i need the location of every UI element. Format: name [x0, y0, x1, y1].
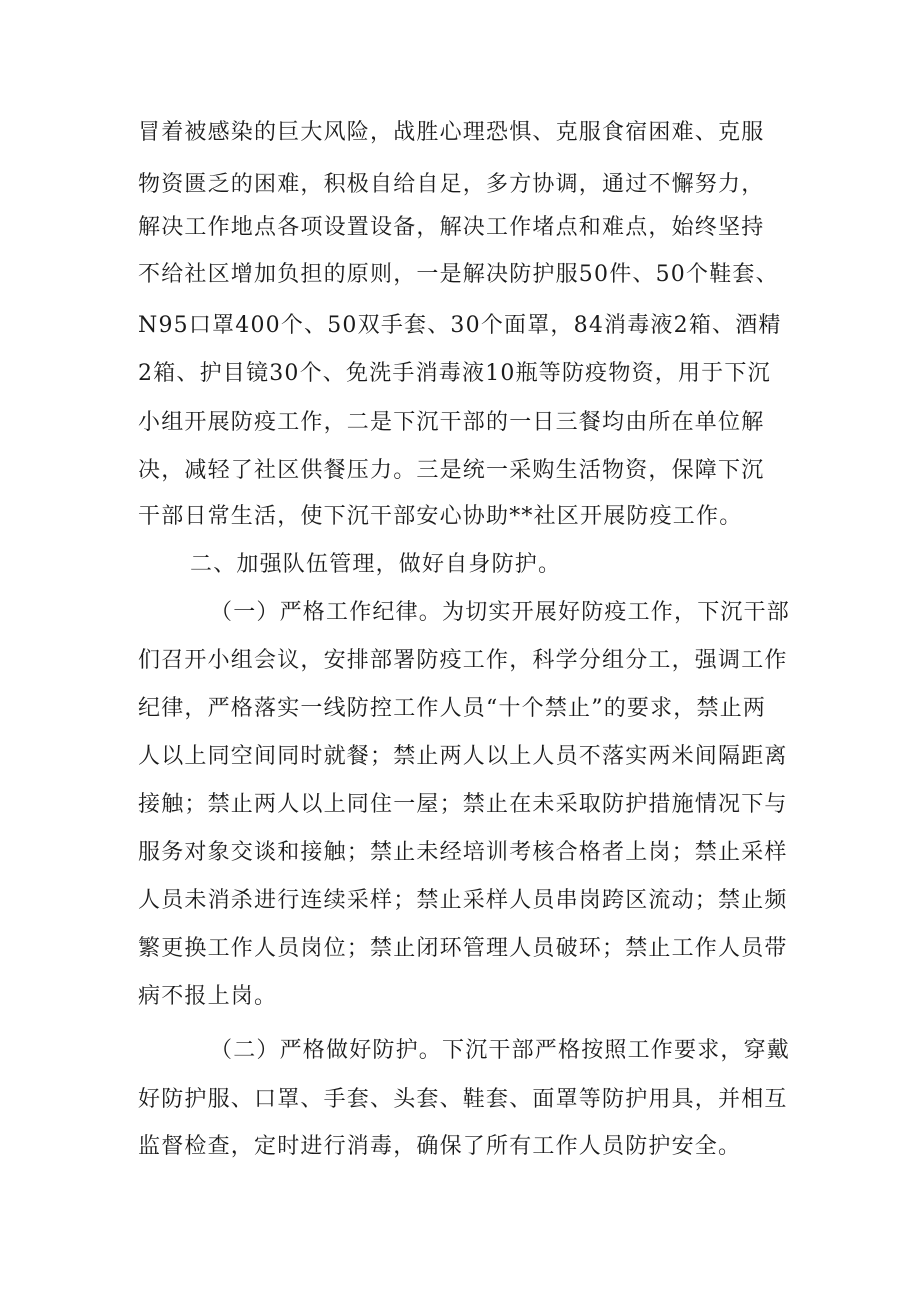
paragraph-1-line-3: 解决工作地点各项设置设备，解决工作堵点和难点，始终坚持 — [138, 215, 765, 240]
paragraph-2-line-1: （一）严格工作纪律。为切实开展好防疫工作，下沉干部 — [210, 600, 791, 625]
paragraph-1-line-8: 决，减轻了社区供餐压力。三是统一采购生活物资，保障下沉 — [138, 458, 765, 483]
paragraph-2-line-3: 纪律，严格落实一线防控工作人员“十个禁止”的要求，禁止两 — [138, 696, 767, 721]
paragraph-1-line-1: 冒着被感染的巨大风险，战胜心理恐惧、克服食宿困难、克服 — [138, 120, 765, 145]
paragraph-1-line-5: N95口罩400个、50双手套、30个面罩，84消毒液2箱、酒精 — [138, 313, 782, 338]
paragraph-1-line-2: 物资匮乏的困难，积极自给自足，多方协调，通过不懈努力， — [138, 172, 765, 197]
paragraph-2-line-7: 人员未消杀进行连续采样；禁止采样人员串岗跨区流动；禁止频 — [138, 888, 788, 913]
paragraph-2-line-6: 服务对象交谈和接触；禁止未经培训考核合格者上岗；禁止采样 — [138, 840, 788, 865]
paragraph-1-line-7: 小组开展防疫工作，二是下沉干部的一日三餐均由所在单位解 — [138, 410, 765, 435]
paragraph-3-line-3: 监督检查，定时进行消毒，确保了所有工作人员防护安全。 — [138, 1134, 742, 1159]
paragraph-2-line-2: 们召开小组会议，安排部署防疫工作，科学分组分工，强调工作 — [138, 648, 788, 673]
paragraph-2-line-4: 人以上同空间同时就餐；禁止两人以上人员不落实两米间隔距离 — [138, 744, 788, 769]
paragraph-2-line-9: 病不报上岗。 — [138, 984, 278, 1009]
paragraph-1-line-9: 干部日常生活，使下沉干部安心协助**社区开展防疫工作。 — [138, 504, 743, 529]
paragraph-2-line-5: 接触；禁止两人以上同住一屋；禁止在未采取防护措施情况下与 — [138, 792, 788, 817]
section-heading: 二、加强队伍管理，做好自身防护。 — [190, 552, 562, 577]
paragraph-2-line-8: 繁更换工作人员岗位；禁止闭环管理人员破环；禁止工作人员带 — [138, 936, 788, 961]
paragraph-1-line-6: 2箱、护目镜30个、免洗手消毒液10瓶等防疫物资，用于下沉 — [138, 361, 771, 386]
paragraph-3-line-2: 好防护服、口罩、手套、头套、鞋套、面罩等防护用具，并相互 — [138, 1087, 788, 1112]
paragraph-1-line-4: 不给社区增加负担的原则，一是解决防护服50件、50个鞋套、 — [138, 262, 779, 287]
paragraph-3-line-1: （二）严格做好防护。下沉干部严格按照工作要求，穿戴 — [210, 1038, 791, 1063]
